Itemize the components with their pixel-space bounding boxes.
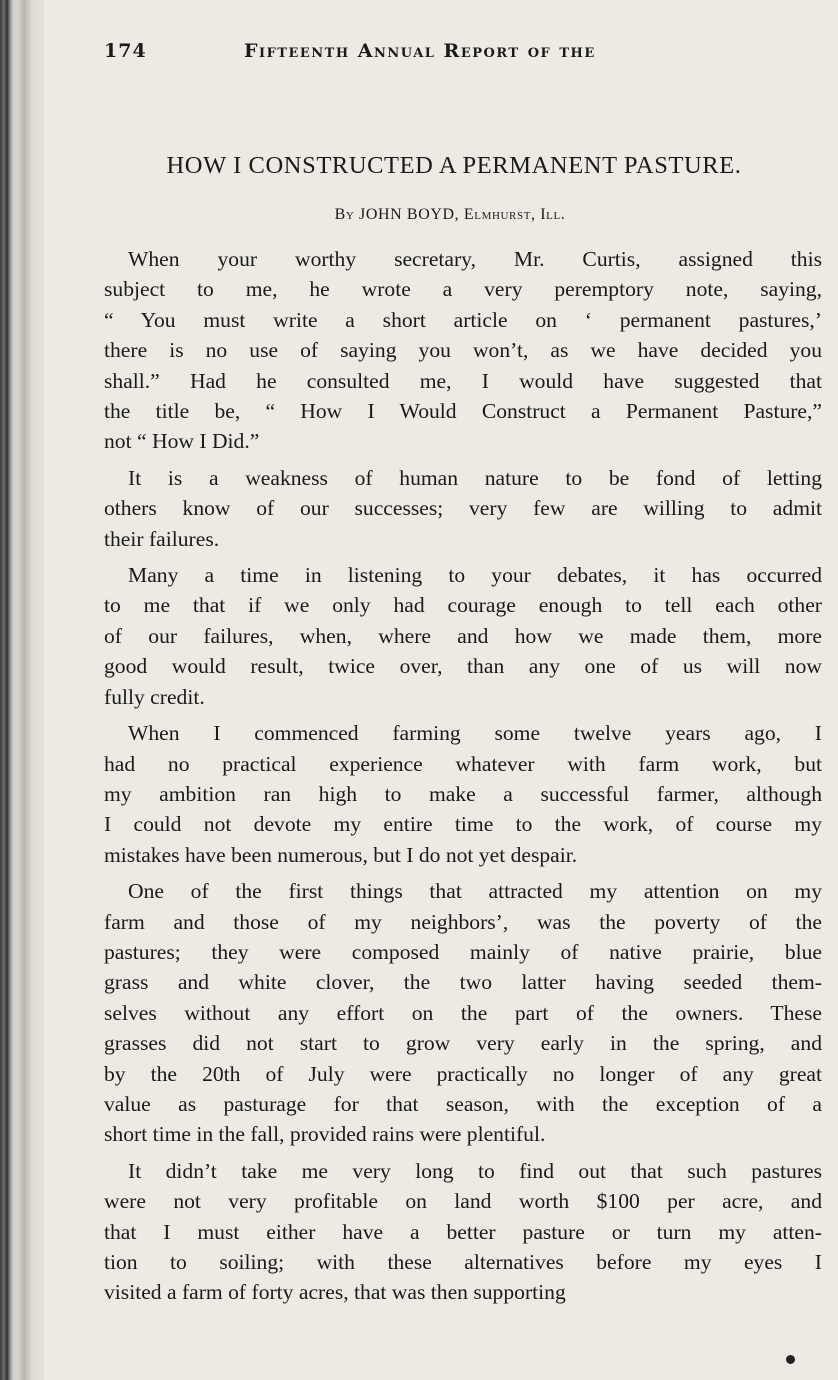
text-line: tion to soiling; with these alternatives before my eyes I	[104, 1250, 822, 1274]
byline-by: By	[334, 206, 355, 223]
running-title: Fifteenth Annual Report of the	[244, 40, 596, 62]
text-line: visited a farm of forty acres, that was then supporting	[104, 1280, 566, 1305]
text-line: the title be, “ How I Would Construct a Permanent Pasture,”	[104, 399, 822, 424]
text-line: It didn’t take me very long to find out that such pastures	[128, 1158, 822, 1183]
byline-place: Elmhurst, Ill.	[463, 206, 566, 223]
text-line: their failures.	[104, 526, 220, 551]
article-body	[104, 244, 822, 1314]
article-title: HOW I CONSTRUCTED A PERMANENT PASTURE.	[166, 152, 742, 179]
ink-speck	[786, 1355, 795, 1364]
byline-author: JOHN BOYD,	[359, 206, 460, 223]
text-line: grasses did not start to grow very early in the spring, and	[104, 1031, 822, 1056]
book-spine-shadow	[0, 0, 44, 1380]
text-line: I could not devote my entire time to the work, of course my	[104, 812, 822, 837]
text-line: shall.” Had he consulted me, I would have suggested that	[104, 368, 822, 393]
text-line: were not very profitable on land worth $100 per acre, and	[104, 1189, 822, 1214]
article-byline	[150, 206, 750, 224]
text-line: Many a time in listening to your debates, it has occurred	[128, 563, 822, 588]
text-line: others know of our successes; very few are willing to admit	[104, 496, 822, 521]
text-line: that I must either have a better pasture or turn my atten-	[104, 1219, 822, 1244]
text-line: farm and those of my neighbors’, was the poverty of the	[104, 909, 822, 934]
text-line: selves without any effort on the part of the owners. These	[104, 1000, 822, 1025]
text-line: One of the first things that attracted my attention on my	[128, 879, 822, 904]
text-line: had no practical experience whatever with farm work, but	[104, 751, 822, 776]
text-line: not “ How I Did.”	[104, 429, 260, 454]
text-line: of our failures, when, where and how we made them, more	[104, 623, 822, 648]
paragraph	[104, 876, 822, 1150]
page-number: 174	[104, 40, 147, 62]
text-line: good would result, twice over, than any one of us will now	[104, 654, 822, 679]
text-line: subject to me, he wrote a very peremptory note, saying,	[104, 277, 822, 302]
text-line: value as pasturage for that season, with the exception of a	[104, 1091, 822, 1116]
text-line: “ You must write a short article on ‘ permanent pastures,’	[104, 307, 822, 332]
text-line: It is a weakness of human nature to be fond of letting	[128, 465, 822, 490]
paragraph	[104, 1156, 822, 1308]
text-line: my ambition ran high to make a successful farmer, although	[104, 781, 822, 806]
text-line: by the 20th of July were practically no longer of any great	[104, 1061, 822, 1086]
paragraph	[104, 463, 822, 554]
text-line: pastures; they were composed mainly of native prairie, blue	[104, 939, 822, 964]
paragraph	[104, 560, 822, 712]
text-line: fully credit.	[104, 684, 205, 709]
paragraph	[104, 244, 822, 457]
text-line: to me that if we only had courage enough to tell each other	[104, 593, 822, 618]
text-line: grass and white clover, the two latter having seeded them-	[104, 970, 822, 995]
text-line: short time in the fall, provided rains were plentiful.	[104, 1122, 546, 1147]
text-line: When I commenced farming some twelve years ago, I	[128, 721, 822, 746]
text-line: mistakes have been numerous, but I do not yet despair.	[104, 842, 578, 867]
paragraph	[104, 718, 822, 870]
text-line: there is no use of saying you won’t, as we have decided you	[104, 338, 822, 363]
text-line: When your worthy secretary, Mr. Curtis, assigned this	[128, 247, 822, 271]
